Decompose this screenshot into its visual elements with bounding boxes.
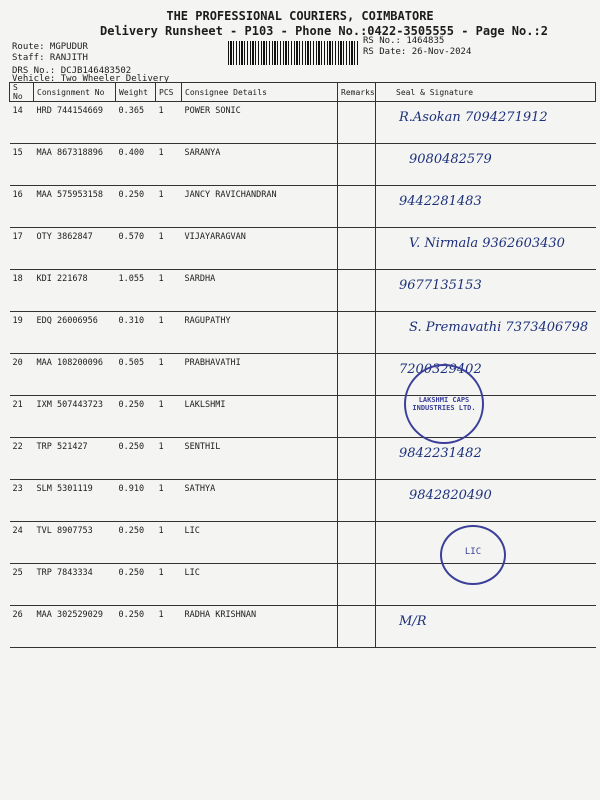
handwritten-signature: S. Premavathi 7373406798: [409, 320, 589, 335]
handwritten-signature: 9677135153: [399, 278, 482, 293]
cell-remarks: [338, 228, 376, 270]
cell-sno: 17: [10, 228, 34, 270]
cell-consignee: PRABHAVATHI: [182, 354, 338, 396]
barcode-icon: [228, 41, 358, 65]
handwritten-signature: M/R: [399, 614, 427, 629]
cell-signature: [376, 186, 596, 228]
handwritten-signature: 9842231482: [399, 446, 482, 461]
cell-signature: [376, 144, 596, 186]
cell-sno: 15: [10, 144, 34, 186]
table-row: [10, 480, 596, 522]
table-row: [10, 186, 596, 228]
cell-remarks: [338, 396, 376, 438]
handwritten-signature: R.Asokan 7094271912: [399, 110, 548, 125]
cell-pcs: 1: [156, 144, 182, 186]
cell-sno: 20: [10, 354, 34, 396]
table-row: [10, 102, 596, 144]
cell-consignment: IXM 507443723: [34, 396, 116, 438]
cell-consignment: SLM 5301119: [34, 480, 116, 522]
cell-consignment: TRP 521427: [34, 438, 116, 480]
cell-consignee: LIC: [182, 522, 338, 564]
cell-pcs: 1: [156, 438, 182, 480]
cell-signature: [376, 606, 596, 648]
cell-pcs: 1: [156, 354, 182, 396]
cell-pcs: 1: [156, 480, 182, 522]
cell-sno: 26: [10, 606, 34, 648]
handwritten-signature: 7200329402: [399, 362, 482, 377]
cell-consignment: TVL 8907753: [34, 522, 116, 564]
cell-consignee: LAKLSHMI: [182, 396, 338, 438]
table-row: [10, 606, 596, 648]
cell-pcs: 1: [156, 606, 182, 648]
col-remarks: Remarks: [338, 83, 376, 102]
col-consignee: Consignee Details: [182, 83, 338, 102]
cell-consignee: JANCY RAVICHANDRAN: [182, 186, 338, 228]
lic-stamp: [440, 525, 506, 585]
cell-weight: 0.250: [116, 522, 156, 564]
col-pcs: PCS: [156, 83, 182, 102]
cell-sno: 22: [10, 438, 34, 480]
cell-weight: 0.250: [116, 564, 156, 606]
cell-sno: 21: [10, 396, 34, 438]
cell-weight: 0.910: [116, 480, 156, 522]
route: Route: MGPUDUR: [12, 42, 88, 52]
runsheet-title: Delivery Runsheet - P103 - Phone No.:0422-3505555 - Page No.:2: [100, 24, 548, 38]
table-row: [10, 270, 596, 312]
handwritten-signature: 9080482579: [409, 152, 492, 167]
cell-sno: 18: [10, 270, 34, 312]
col-seal: Seal & Signature: [376, 83, 596, 102]
cell-pcs: 1: [156, 564, 182, 606]
cell-weight: 0.250: [116, 606, 156, 648]
handwritten-signature: V. Nirmala 9362603430: [409, 236, 565, 251]
table-row: [10, 354, 596, 396]
table-row: [10, 396, 596, 438]
cell-consignment: EDQ 26006956: [34, 312, 116, 354]
col-sno: S No: [10, 83, 34, 102]
cell-sno: 19: [10, 312, 34, 354]
cell-sno: 14: [10, 102, 34, 144]
table-row: [10, 228, 596, 270]
cell-pcs: 1: [156, 522, 182, 564]
cell-remarks: [338, 606, 376, 648]
lic-stamp-text: LIC: [464, 547, 482, 557]
cell-signature: [376, 438, 596, 480]
cell-consignee: LIC: [182, 564, 338, 606]
cell-sno: 23: [10, 480, 34, 522]
cell-consignee: SENTHIL: [182, 438, 338, 480]
cell-consignee: SARDHA: [182, 270, 338, 312]
cell-consignee: POWER SONIC: [182, 102, 338, 144]
cell-signature: [376, 312, 596, 354]
cell-remarks: [338, 312, 376, 354]
company-name: THE PROFESSIONAL COURIERS, COIMBATORE: [166, 9, 434, 23]
cell-pcs: 1: [156, 396, 182, 438]
cell-signature: [376, 480, 596, 522]
cell-consignee: VIJAYARAGVAN: [182, 228, 338, 270]
cell-sno: 24: [10, 522, 34, 564]
cell-remarks: [338, 354, 376, 396]
rs-number: RS No.: 1464835: [363, 36, 445, 46]
cell-weight: 0.570: [116, 228, 156, 270]
vehicle: Vehicle: Two Wheeler Delivery: [12, 74, 170, 84]
delivery-table: [9, 82, 596, 648]
cell-weight: 0.365: [116, 102, 156, 144]
table-row: [10, 564, 596, 606]
cell-remarks: [338, 522, 376, 564]
drs-number: DRS No.: DCJB146483502: [12, 66, 132, 76]
table-row: [10, 438, 596, 480]
cell-remarks: [338, 270, 376, 312]
cell-pcs: 1: [156, 186, 182, 228]
cell-weight: 0.400: [116, 144, 156, 186]
cell-consignment: TRP 7843334: [34, 564, 116, 606]
cell-signature: [376, 102, 596, 144]
table-row: [10, 144, 596, 186]
company-seal-text: LAKSHMI CAPS INDUSTRIES LTD.: [412, 396, 476, 412]
cell-remarks: [338, 480, 376, 522]
cell-remarks: [338, 102, 376, 144]
cell-weight: 0.505: [116, 354, 156, 396]
col-consignment: Consignment No: [34, 83, 116, 102]
cell-remarks: [338, 564, 376, 606]
cell-consignment: MAA 867318896: [34, 144, 116, 186]
cell-weight: 0.250: [116, 438, 156, 480]
handwritten-signature: 9842820490: [409, 488, 492, 503]
rs-date: RS Date: 26-Nov-2024: [363, 47, 472, 57]
cell-signature: [376, 270, 596, 312]
col-weight: Weight: [116, 83, 156, 102]
company-seal-stamp: [404, 364, 484, 444]
cell-consignment: HRD 744154669: [34, 102, 116, 144]
cell-weight: 1.055: [116, 270, 156, 312]
cell-sno: 25: [10, 564, 34, 606]
cell-sno: 16: [10, 186, 34, 228]
cell-weight: 0.250: [116, 186, 156, 228]
cell-remarks: [338, 438, 376, 480]
cell-pcs: 1: [156, 102, 182, 144]
table-row: [10, 522, 596, 564]
cell-pcs: 1: [156, 312, 182, 354]
cell-weight: 0.310: [116, 312, 156, 354]
staff: Staff: RANJITH: [12, 53, 88, 63]
cell-consignee: SARANYA: [182, 144, 338, 186]
cell-pcs: 1: [156, 228, 182, 270]
cell-pcs: 1: [156, 270, 182, 312]
table-row: [10, 312, 596, 354]
cell-signature: [376, 228, 596, 270]
cell-consignee: RADHA KRISHNAN: [182, 606, 338, 648]
cell-consignment: MAA 108200096: [34, 354, 116, 396]
cell-consignment: MAA 302529029: [34, 606, 116, 648]
cell-consignment: OTY 3862847: [34, 228, 116, 270]
cell-weight: 0.250: [116, 396, 156, 438]
handwritten-signature: 9442281483: [399, 194, 482, 209]
cell-consignment: KDI 221678: [34, 270, 116, 312]
cell-consignee: RAGUPATHY: [182, 312, 338, 354]
cell-consignee: SATHYA: [182, 480, 338, 522]
cell-consignment: MAA 575953158: [34, 186, 116, 228]
cell-remarks: [338, 186, 376, 228]
table-header: [10, 83, 596, 102]
cell-remarks: [338, 144, 376, 186]
